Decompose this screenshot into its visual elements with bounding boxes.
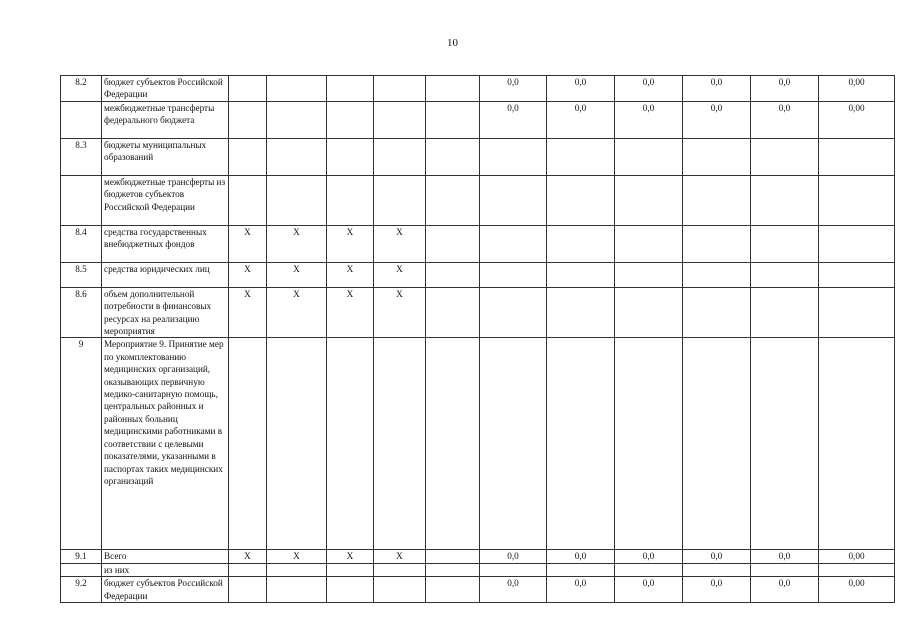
empty-cell bbox=[426, 287, 480, 338]
row-number-cell: 8.5 bbox=[61, 262, 102, 287]
x-mark-cell bbox=[267, 563, 327, 576]
x-mark-cell bbox=[229, 101, 267, 138]
table-row bbox=[61, 577, 895, 603]
x-mark-cell bbox=[374, 577, 426, 603]
empty-cell bbox=[426, 338, 480, 550]
row-number-cell: 9 bbox=[61, 338, 102, 550]
value-cell: 0,00 bbox=[819, 101, 895, 138]
value-cell: 0,0 bbox=[683, 76, 751, 102]
table-row bbox=[61, 101, 895, 138]
value-cell bbox=[615, 287, 683, 338]
row-name-cell: бюджеты муниципальных образований bbox=[102, 138, 229, 175]
row-name-cell: Всего bbox=[102, 550, 229, 563]
value-cell bbox=[819, 287, 895, 338]
value-cell: 0,0 bbox=[683, 101, 751, 138]
x-mark-cell bbox=[327, 563, 374, 576]
x-mark-cell bbox=[229, 563, 267, 576]
table-row bbox=[61, 550, 895, 563]
value-cell bbox=[751, 262, 819, 287]
page-number: 10 bbox=[447, 37, 458, 49]
value-cell bbox=[819, 175, 895, 225]
value-cell bbox=[480, 138, 547, 175]
value-cell bbox=[751, 225, 819, 262]
x-mark-cell bbox=[229, 338, 267, 550]
row-name-cell: межбюджетные трансферты из бюджетов субъектов Российской Федерации bbox=[102, 175, 229, 225]
x-mark-cell: X bbox=[267, 550, 327, 563]
value-cell bbox=[819, 338, 895, 550]
x-mark-cell: X bbox=[327, 287, 374, 338]
value-cell: 0,0 bbox=[547, 76, 615, 102]
x-mark-cell: X bbox=[229, 287, 267, 338]
budget-table bbox=[60, 75, 895, 603]
value-cell bbox=[683, 225, 751, 262]
empty-cell bbox=[426, 262, 480, 287]
table-row bbox=[61, 338, 895, 550]
value-cell: 0,0 bbox=[615, 101, 683, 138]
x-mark-cell: X bbox=[327, 262, 374, 287]
x-mark-cell: X bbox=[267, 287, 327, 338]
table-row bbox=[61, 225, 895, 262]
row-number-cell bbox=[61, 175, 102, 225]
x-mark-cell bbox=[374, 338, 426, 550]
table-row bbox=[61, 563, 895, 576]
value-cell bbox=[615, 225, 683, 262]
value-cell: 0,00 bbox=[819, 76, 895, 102]
x-mark-cell bbox=[229, 577, 267, 603]
value-cell bbox=[751, 175, 819, 225]
x-mark-cell bbox=[327, 76, 374, 102]
row-number-cell: 8.4 bbox=[61, 225, 102, 262]
x-mark-cell: X bbox=[327, 550, 374, 563]
row-number-cell bbox=[61, 563, 102, 576]
value-cell bbox=[615, 175, 683, 225]
empty-cell bbox=[426, 225, 480, 262]
value-cell: 0,0 bbox=[683, 577, 751, 603]
x-mark-cell bbox=[267, 338, 327, 550]
value-cell: 0,00 bbox=[819, 550, 895, 563]
value-cell: 0,0 bbox=[615, 76, 683, 102]
x-mark-cell bbox=[327, 577, 374, 603]
x-mark-cell: X bbox=[229, 550, 267, 563]
row-number-cell bbox=[61, 101, 102, 138]
x-mark-cell: X bbox=[374, 550, 426, 563]
x-mark-cell: X bbox=[374, 287, 426, 338]
value-cell: 0,0 bbox=[751, 101, 819, 138]
row-name-cell: бюджет субъектов Российской Федерации bbox=[102, 577, 229, 603]
x-mark-cell: X bbox=[229, 262, 267, 287]
value-cell: 0,00 bbox=[819, 577, 895, 603]
x-mark-cell bbox=[267, 76, 327, 102]
x-mark-cell: X bbox=[327, 225, 374, 262]
empty-cell bbox=[426, 76, 480, 102]
x-mark-cell bbox=[267, 175, 327, 225]
x-mark-cell bbox=[229, 138, 267, 175]
value-cell bbox=[751, 338, 819, 550]
value-cell bbox=[683, 287, 751, 338]
table-row bbox=[61, 138, 895, 175]
x-mark-cell bbox=[327, 175, 374, 225]
x-mark-cell bbox=[374, 76, 426, 102]
row-number-cell: 9.2 bbox=[61, 577, 102, 603]
x-mark-cell bbox=[267, 101, 327, 138]
value-cell bbox=[751, 138, 819, 175]
value-cell bbox=[683, 338, 751, 550]
value-cell: 0,0 bbox=[683, 550, 751, 563]
x-mark-cell bbox=[374, 563, 426, 576]
value-cell bbox=[480, 338, 547, 550]
row-number-cell: 8.3 bbox=[61, 138, 102, 175]
value-cell: 0,0 bbox=[751, 577, 819, 603]
x-mark-cell bbox=[374, 101, 426, 138]
empty-cell bbox=[426, 175, 480, 225]
value-cell: 0,0 bbox=[751, 550, 819, 563]
value-cell bbox=[615, 338, 683, 550]
value-cell bbox=[547, 175, 615, 225]
row-name-cell: из них bbox=[102, 563, 229, 576]
value-cell bbox=[683, 138, 751, 175]
x-mark-cell: X bbox=[267, 225, 327, 262]
value-cell bbox=[615, 563, 683, 576]
table-row bbox=[61, 262, 895, 287]
row-name-cell: межбюджетные трансферты федерального бюджета bbox=[102, 101, 229, 138]
value-cell bbox=[819, 138, 895, 175]
value-cell bbox=[547, 225, 615, 262]
value-cell bbox=[480, 262, 547, 287]
value-cell: 0,0 bbox=[751, 76, 819, 102]
value-cell: 0,0 bbox=[615, 577, 683, 603]
value-cell bbox=[819, 225, 895, 262]
value-cell bbox=[683, 175, 751, 225]
value-cell bbox=[480, 175, 547, 225]
value-cell: 0,0 bbox=[480, 577, 547, 603]
value-cell: 0,0 bbox=[480, 76, 547, 102]
x-mark-cell bbox=[327, 138, 374, 175]
x-mark-cell bbox=[267, 577, 327, 603]
row-name-cell: средства юридических лиц bbox=[102, 262, 229, 287]
value-cell: 0,0 bbox=[547, 577, 615, 603]
x-mark-cell bbox=[327, 338, 374, 550]
x-mark-cell: X bbox=[374, 225, 426, 262]
table-row bbox=[61, 287, 895, 338]
row-name-cell: объем дополнительной потребности в финансовых ресурсах на реализацию мероприятия bbox=[102, 287, 229, 338]
x-mark-cell bbox=[374, 175, 426, 225]
empty-cell bbox=[426, 550, 480, 563]
row-name-cell: средства государственных внебюджетных фондов bbox=[102, 225, 229, 262]
row-name-cell: бюджет субъектов Российской Федерации bbox=[102, 76, 229, 102]
empty-cell bbox=[426, 138, 480, 175]
value-cell bbox=[615, 138, 683, 175]
value-cell bbox=[819, 262, 895, 287]
value-cell bbox=[819, 563, 895, 576]
row-name-cell: Мероприятие 9. Принятие мер по укомплектованию медицинских организаций, оказывающих первичную медико-санитарную помощь, центральных районных и районных больниц медицинскими работниками в соответствии с целевыми показателями, указанными в паспортах таких медицинских организаций bbox=[102, 338, 229, 550]
value-cell bbox=[751, 563, 819, 576]
x-mark-cell bbox=[267, 138, 327, 175]
value-cell bbox=[615, 262, 683, 287]
row-number-cell: 9.1 bbox=[61, 550, 102, 563]
table-row bbox=[61, 175, 895, 225]
value-cell bbox=[480, 563, 547, 576]
x-mark-cell bbox=[374, 138, 426, 175]
x-mark-cell: X bbox=[229, 225, 267, 262]
value-cell: 0,0 bbox=[547, 101, 615, 138]
empty-cell bbox=[426, 577, 480, 603]
value-cell bbox=[547, 287, 615, 338]
x-mark-cell: X bbox=[374, 262, 426, 287]
value-cell bbox=[547, 338, 615, 550]
value-cell bbox=[547, 563, 615, 576]
row-number-cell: 8.2 bbox=[61, 76, 102, 102]
value-cell bbox=[751, 287, 819, 338]
value-cell: 0,0 bbox=[480, 101, 547, 138]
x-mark-cell bbox=[327, 101, 374, 138]
row-number-cell: 8.6 bbox=[61, 287, 102, 338]
value-cell bbox=[683, 563, 751, 576]
empty-cell bbox=[426, 101, 480, 138]
value-cell bbox=[480, 225, 547, 262]
x-mark-cell bbox=[229, 76, 267, 102]
value-cell bbox=[547, 138, 615, 175]
value-cell bbox=[480, 287, 547, 338]
x-mark-cell: X bbox=[267, 262, 327, 287]
value-cell: 0,0 bbox=[615, 550, 683, 563]
empty-cell bbox=[426, 563, 480, 576]
value-cell bbox=[547, 262, 615, 287]
value-cell: 0,0 bbox=[547, 550, 615, 563]
x-mark-cell bbox=[229, 175, 267, 225]
value-cell: 0,0 bbox=[480, 550, 547, 563]
table-row bbox=[61, 76, 895, 102]
value-cell bbox=[683, 262, 751, 287]
